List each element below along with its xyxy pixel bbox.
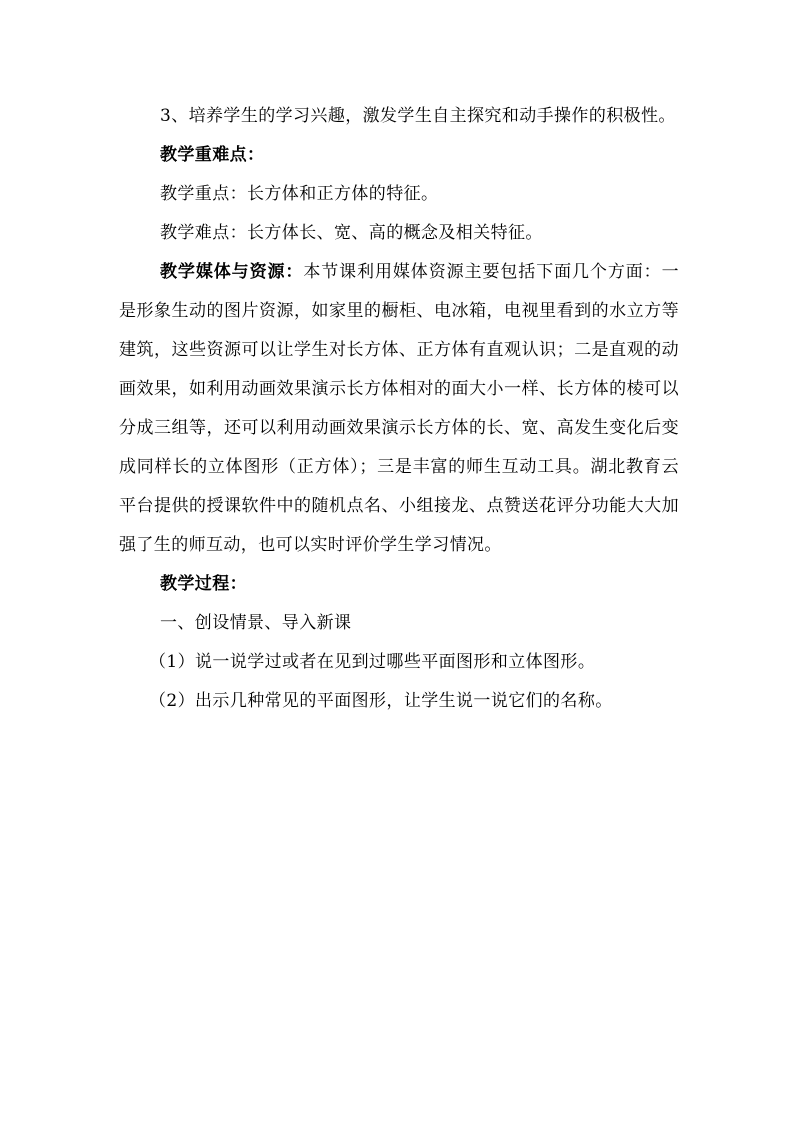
media-resources-paragraph [119,253,679,565]
step-2-text: （2）出示几种常见的平面图形，让学生说一说它们的名称。 [149,691,613,711]
key-points-heading-text: 教学重难点： [160,145,265,165]
document-body [119,97,679,721]
teaching-goal-3 [119,97,679,136]
teaching-difficulty [119,214,679,253]
teaching-process-heading-text: 教学过程： [160,574,247,594]
teaching-focus [119,175,679,214]
key-points-heading [119,136,679,175]
teaching-difficulty-text: 教学难点：长方体长、宽、高的概念及相关特征。 [160,223,543,243]
teaching-goal-3-text: 3、培养学生的学习兴趣，激发学生自主探究和动手操作的积极性。 [160,106,676,126]
teaching-focus-text: 教学重点：长方体和正方体的特征。 [160,184,439,204]
media-resources-body: 本节课利用媒体资源主要包括下面几个方面：一是形象生动的图片资源，如家里的橱柜、电冰箱，电视里看到的水立方等建筑，这些资源可以让学生对长方体、正方体有直观认识；二是直观的动画效果，如利用动画效果演示长方体相对的面大小一样、长方体的棱可以分成三组等，还可以利用动画效果演示长方体的长、宽、高发生变化后变成同样长的立体图形（正方体）；三是丰富的师生互动工具。湖北教育云平台提供的授课软件中的随机点名、小组接龙、点赞送花评分功能大大加强了生的师互动，也可以实时评价学生学习情况。 [119,262,679,555]
section-1-title [119,604,679,643]
section-1-title-text: 一、创设情景、导入新课 [160,613,352,633]
media-resources-heading: 教学媒体与资源： [160,262,304,282]
step-2 [119,682,679,721]
teaching-process-heading [119,565,679,604]
step-1 [119,643,679,682]
step-1-text: （1）说一说学过或者在见到过哪些平面图形和立体图形。 [149,652,596,672]
